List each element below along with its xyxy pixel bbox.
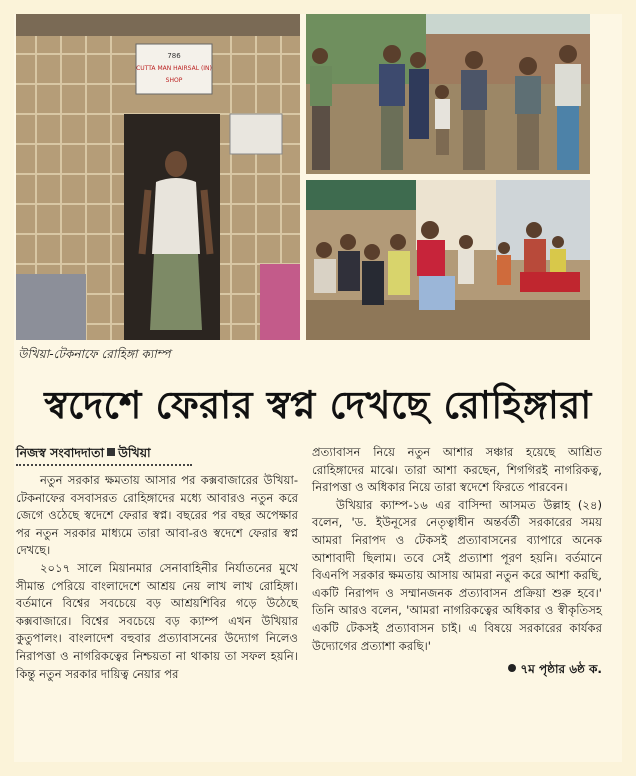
headline: স্বদেশে ফেরার স্বপ্ন দেখছে রোহিঙ্গারা [44, 382, 592, 427]
byline-place: উখিয়া [118, 445, 151, 460]
byline-reporter: নিজস্ব সংবাদদাতা [16, 445, 105, 460]
photo-children-and-men [306, 180, 590, 340]
photo-children-and-men-image [306, 180, 590, 340]
article-column-left [16, 444, 298, 683]
sign-line1: 786 [167, 52, 181, 60]
square-bullet-icon [107, 448, 115, 456]
photo-men-in-street-image [306, 14, 590, 174]
photo-men-in-street [306, 14, 590, 174]
round-bullet-icon [508, 664, 516, 672]
continued-notice [312, 661, 602, 679]
article-paragraph: ২০১৭ সালে মিয়ানমার সেনাবাহিনীর নির্যাতনের মুখে সীমান্ত পেরিয়ে বাংলাদেশে আশ্রয় নেয় লাখ লাখ রোহিঙ্গা। বর্তমানে বিশ্বের সবচেয়ে বড় আশ্রয়শিবির গড়ে উঠেছে কক্সবাজারে। বিশ্বের সবচেয়ে বড় ক্যাম্প এখন উখিয়ার কুতুপালং। বাংলাদেশ বহুবার প্রত্যাবাসনের উদ্যোগ নিলেও নিরাপত্তা ও নাগরিকত্বের নিশ্চয়তা না থাকায় তা সফল হয়নি। কিন্তু নতুন সরকার দায়িত্ব নেয়ার পর [16, 560, 298, 681]
photo-shop-doorway-image [16, 14, 300, 340]
dotted-divider [16, 464, 192, 466]
sign-line3: SHOP [165, 77, 183, 84]
article-paragraph: উখিয়ার ক্যাম্প-১৬ এর বাসিন্দা আসমত উল্লাহ (২৪) বলেন, 'ড. ইউনূসের নেতৃত্বাধীন অন্তর্বর্তী সরকারের সময় আমরা নিরাপদ ও টেকসই প্রত্যাবাসনের ব্যাপারে অনেক আশাবাদী ছিলাম। তবে সেই প্রত্যাশা পূরণ হয়নি। বর্তমানে বিএনপি সরকার ক্ষমতায় আসায় আমরা নতুন করে আশা করছি, একটি নিরাপদ ও সম্মানজনক প্রত্যাবাসন প্রক্রিয়া শুরু হবে।' তিনি আরও বলেন, 'আমরা নাগরিকত্বের অধিকার ও স্বীকৃতিসহ একটি টেকসই প্রত্যাবাসন চাই। এ বিষয়ে সরকারের কার্যকর উদ্যোগের প্রত্যাশা করছি।' [312, 497, 602, 653]
byline [16, 444, 298, 462]
photo-caption: উখিয়া-টেকনাফে রোহিঙ্গা ক্যাম্প [18, 347, 171, 361]
photo-shop-doorway [16, 14, 300, 340]
sign-line2: CUTTA MAN HAIRSAL (IN) [136, 65, 212, 72]
continued-text: ৭ম পৃষ্ঠার ৬ষ্ঠ ক. [520, 662, 602, 677]
article-column-right [312, 444, 602, 679]
photo-collage [16, 14, 590, 340]
article-paragraph: নতুন সরকার ক্ষমতায় আসার পর কক্সবাজারের উখিয়া-টেকনাফের বসবাসরত রোহিঙ্গাদের মধ্যে আবারও নতুন করে জেগে ওঠেছে স্বদেশে ফেরার স্বপ্ন। বছরের পর বছর অপেক্ষার পর নতুন সরকার মাধ্যমে তারা আবা-রও স্বদেশে ফেরার স্বপ্ন দেখছে। [16, 473, 298, 558]
article-paragraph: প্রত্যাবাসন নিয়ে নতুন আশার সঞ্চার হয়েছে আশ্রিত রোহিঙ্গাদের মাঝে। তারা আশা করছেন, শিগগিরই নাগরিকত্ব, নিরাপত্তা ও অধিকার নিয়ে তারা স্বদেশে ফিরতে পারবেন। [312, 445, 602, 495]
